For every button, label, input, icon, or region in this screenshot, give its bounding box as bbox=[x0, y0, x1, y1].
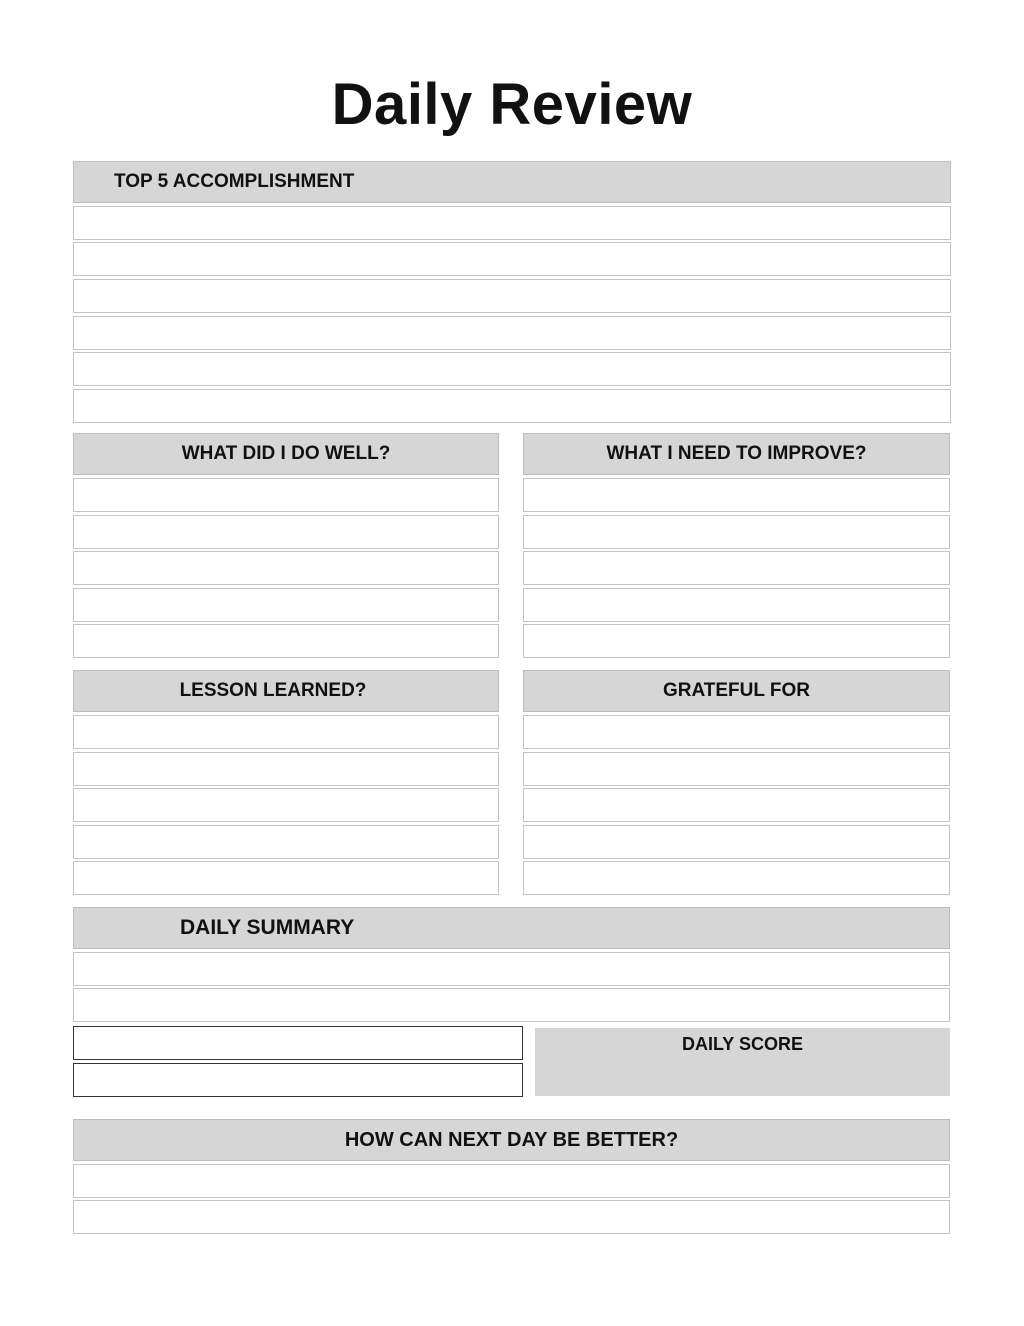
summary-entry-line[interactable] bbox=[73, 952, 950, 986]
grateful-entry-line[interactable] bbox=[523, 861, 950, 895]
daily-score-label: DAILY SCORE bbox=[681, 1034, 804, 1054]
improve-entry-line[interactable] bbox=[523, 624, 950, 658]
lesson-entry-line[interactable] bbox=[73, 752, 499, 786]
section-label: HOW CAN NEXT DAY BE BETTER? bbox=[344, 1128, 679, 1151]
improve-entry-line[interactable] bbox=[523, 515, 950, 549]
section-label: DAILY SUMMARY bbox=[180, 916, 355, 939]
improve-entry-line[interactable] bbox=[523, 551, 950, 585]
lesson-entry-line[interactable] bbox=[73, 715, 499, 749]
section-header-grateful bbox=[523, 670, 950, 712]
next-entry-line[interactable] bbox=[73, 1164, 950, 1198]
well-entry-line[interactable] bbox=[73, 551, 499, 585]
page-title: Daily Review bbox=[331, 72, 693, 137]
section-header-next bbox=[73, 1119, 950, 1161]
top5-entry-line[interactable] bbox=[73, 242, 951, 276]
top5-entry-line[interactable] bbox=[73, 352, 951, 386]
next-entry-line[interactable] bbox=[73, 1200, 950, 1234]
section-label: WHAT I NEED TO IMPROVE? bbox=[606, 443, 867, 464]
summary-entry-line[interactable] bbox=[73, 1026, 523, 1060]
grateful-entry-line[interactable] bbox=[523, 715, 950, 749]
daily-score-box[interactable] bbox=[535, 1028, 950, 1096]
top5-entry-line[interactable] bbox=[73, 206, 951, 240]
top5-entry-line[interactable] bbox=[73, 316, 951, 350]
well-entry-line[interactable] bbox=[73, 588, 499, 622]
improve-entry-line[interactable] bbox=[523, 478, 950, 512]
grateful-entry-line[interactable] bbox=[523, 788, 950, 822]
section-header-lesson bbox=[73, 670, 499, 712]
top5-entry-line[interactable] bbox=[73, 389, 951, 423]
top5-entry-line[interactable] bbox=[73, 279, 951, 313]
section-label: TOP 5 ACCOMPLISHMENT bbox=[114, 171, 355, 192]
summary-entry-line[interactable] bbox=[73, 1063, 523, 1097]
section-label: WHAT DID I DO WELL? bbox=[181, 443, 391, 464]
improve-entry-line[interactable] bbox=[523, 588, 950, 622]
well-entry-line[interactable] bbox=[73, 624, 499, 658]
section-header-well bbox=[73, 433, 499, 475]
section-header-improve bbox=[523, 433, 950, 475]
lesson-entry-line[interactable] bbox=[73, 788, 499, 822]
well-entry-line[interactable] bbox=[73, 478, 499, 512]
well-entry-line[interactable] bbox=[73, 515, 499, 549]
section-header-top5 bbox=[73, 161, 951, 203]
summary-entry-line[interactable] bbox=[73, 988, 950, 1022]
lesson-entry-line[interactable] bbox=[73, 861, 499, 895]
grateful-entry-line[interactable] bbox=[523, 825, 950, 859]
grateful-entry-line[interactable] bbox=[523, 752, 950, 786]
section-label: GRATEFUL FOR bbox=[662, 680, 811, 701]
section-header-summary bbox=[73, 907, 950, 949]
lesson-entry-line[interactable] bbox=[73, 825, 499, 859]
section-label: LESSON LEARNED? bbox=[179, 680, 367, 701]
